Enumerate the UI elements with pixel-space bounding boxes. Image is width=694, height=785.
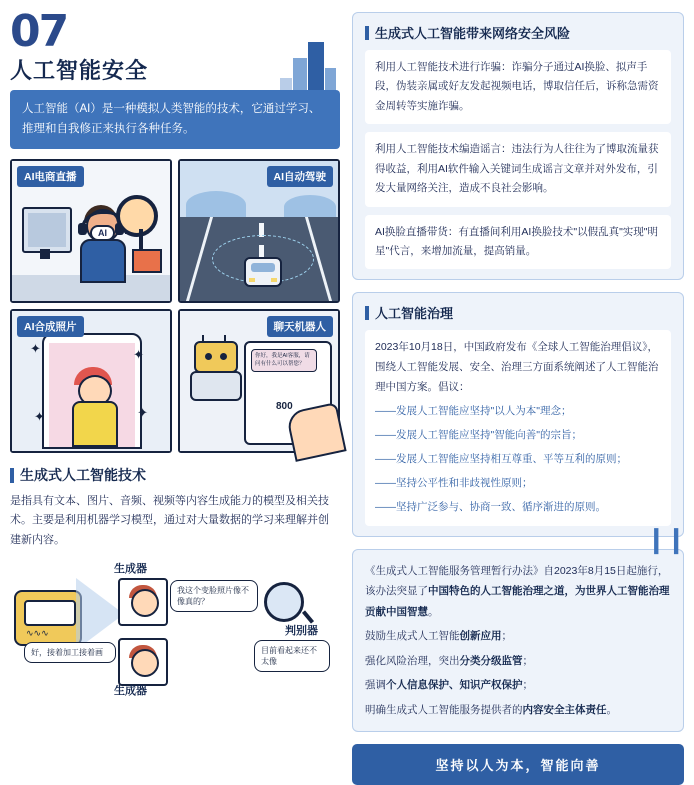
gen-ai-section-body: 是指具有文本、图片、音频、视频等内容生成能力的模型及相关技术。主要是利用机器学习模型，通过对大量数据的学习来理解并创建新内容。 (10, 495, 329, 546)
accent-bar-icon (365, 26, 369, 40)
card-security-risks-title: 生成式人工智能带来网络安全风险 (375, 26, 571, 41)
section-number: 07 (10, 6, 68, 57)
risk-paragraph: 利用人工智能技术进行诈骗：诈骗分子通过AI换脸、拟声手段，伪装亲属或好友发起视频电话，博取信任后，诉称急需资金周转等实施诈骗。 (365, 50, 671, 124)
bullet-highlight: 内容安全主体责任 (522, 703, 607, 716)
comic-panel-ecommerce-livestream (10, 159, 172, 303)
right-column (352, 12, 684, 785)
ai-bubble-label: AI (90, 225, 115, 241)
quote-mark-icon: ❙❙ (645, 523, 685, 554)
governance-item: ——发展人工智能应坚持"以人为本"理念； (375, 405, 572, 418)
accent-bar-icon (10, 468, 14, 483)
footer-banner: 坚持以人为本，智能向善 (352, 744, 684, 785)
gen-ai-section-heading (10, 465, 340, 485)
generated-face-top (118, 578, 168, 626)
bullet-prefix: 强调 (365, 679, 386, 692)
bullet-suffix: ； (522, 679, 533, 692)
governance-item: ——发展人工智能应坚持"智能向善"的宗旨； (375, 429, 582, 442)
comic-panel-autonomous-driving (178, 159, 340, 303)
comic-panel-chatbot (178, 309, 340, 453)
gen-ai-section-title: 生成式人工智能技术 (20, 467, 146, 484)
regulation-lead (365, 561, 671, 622)
comic-panel-label: AI电商直播 (17, 166, 84, 187)
section-number-header (10, 6, 340, 83)
governance-intro-tail: 倡议： (438, 381, 470, 394)
governance-item: ——坚持公平性和非歧视性原则； (375, 477, 533, 489)
card-ai-governance-title: 人工智能治理 (375, 306, 454, 322)
comic-panel-label: AI合成照片 (17, 316, 84, 337)
comic-grid (10, 159, 340, 453)
card-security-risks (352, 12, 684, 280)
card-ai-governance (352, 292, 684, 537)
bullet-prefix: 鼓励生成式人工智能 (365, 630, 460, 643)
risk-paragraph: 利用人工智能技术编造谣言：违法行为人往往为了博取流量获得收益，利用AI软件输入关键词生成谣言文章并对外发布，引发大量网络关注，造成不良社会影响。 (365, 132, 671, 206)
bullet-suffix: 。 (606, 703, 617, 716)
regulation-bullet (365, 651, 671, 671)
bullet-highlight: 创新应用 (459, 630, 502, 643)
gan-bubble-2: 好，接着加工接着画 (24, 642, 116, 663)
bullet-suffix: ； (522, 654, 533, 667)
chat-message: 你好，我是AI客服，请问有什么可以帮您？ (251, 349, 317, 372)
gan-illustration (10, 560, 340, 697)
generator-label-top: 生成器 (114, 562, 147, 575)
accent-bar-icon (365, 306, 369, 320)
generated-face-bottom (118, 638, 168, 686)
bullet-highlight: 分类分级监管 (459, 654, 523, 667)
regulation-bullet (365, 675, 671, 695)
generator-label-bottom: 生成器 (114, 684, 147, 697)
gan-bubble-1: 我这个变脸照片像不像真的？ (170, 580, 258, 612)
governance-intro-text: 2023年10月18日，中国政府发布《全球人工智能治理倡议》，围绕人工智能发展、安全、治理三方面系统阐述了人工智能治理中国方案。 (375, 341, 659, 394)
comic-panel-label: 聊天机器人 (267, 316, 334, 337)
bullet-suffix: ； (501, 630, 512, 643)
comic-panel-ai-synthesized-photo: AI合成照片 ✦ ✦ ✦ ✦ (10, 309, 172, 453)
left-column (10, 6, 340, 697)
bullet-prefix: 明确生成式人工智能服务提供者的 (365, 703, 523, 716)
discriminator-label: 判别器 (285, 624, 318, 637)
regulation-lead-highlight: 中国特色的人工智能治理之道，为世界人工智能治理贡献中国智慧 (365, 585, 670, 618)
page-title: 人工智能安全 (10, 58, 149, 83)
bullet-highlight: 个人信息保护、知识产权保护 (386, 679, 523, 692)
regulation-bullet (365, 626, 671, 646)
regulation-lead-tail: 。 (428, 605, 439, 618)
governance-item: ——坚持广泛参与、协商一致、循序渐进的原则。 (375, 500, 606, 513)
regulation-bullet (365, 700, 671, 720)
governance-item: ——发展人工智能应坚持相互尊重、平等互利的原则； (375, 453, 627, 466)
gan-bubble-3: 目前看起来还不太像 (254, 640, 330, 672)
risk-paragraph: AI换脸直播带货：有直播间利用AI换脸技术"以假乱真"实现"明星"代言，来增加流量，提高销量。 (365, 215, 671, 270)
robot-icon (188, 335, 240, 399)
card-regulation-measures (352, 523, 685, 732)
comic-panel-label: AI自动驾驶 (267, 166, 334, 187)
magnifier-icon (264, 582, 304, 622)
gan-robot-icon: ∿∿∿ (14, 590, 82, 646)
regulation-lead-text: 《生成式人工智能服务管理暂行办法》自2023年8月15日起施行，该办法突显了 (365, 564, 669, 598)
governance-body (365, 330, 671, 526)
lead-paragraph: 人工智能（AI）是一种模拟人类智能的技术，它通过学习、推理和自我修正来执行各种任务。 (10, 90, 340, 149)
governance-intro (375, 338, 661, 398)
bullet-prefix: 强化风险治理，突出 (365, 654, 460, 667)
chat-amount: 800 (276, 401, 293, 413)
